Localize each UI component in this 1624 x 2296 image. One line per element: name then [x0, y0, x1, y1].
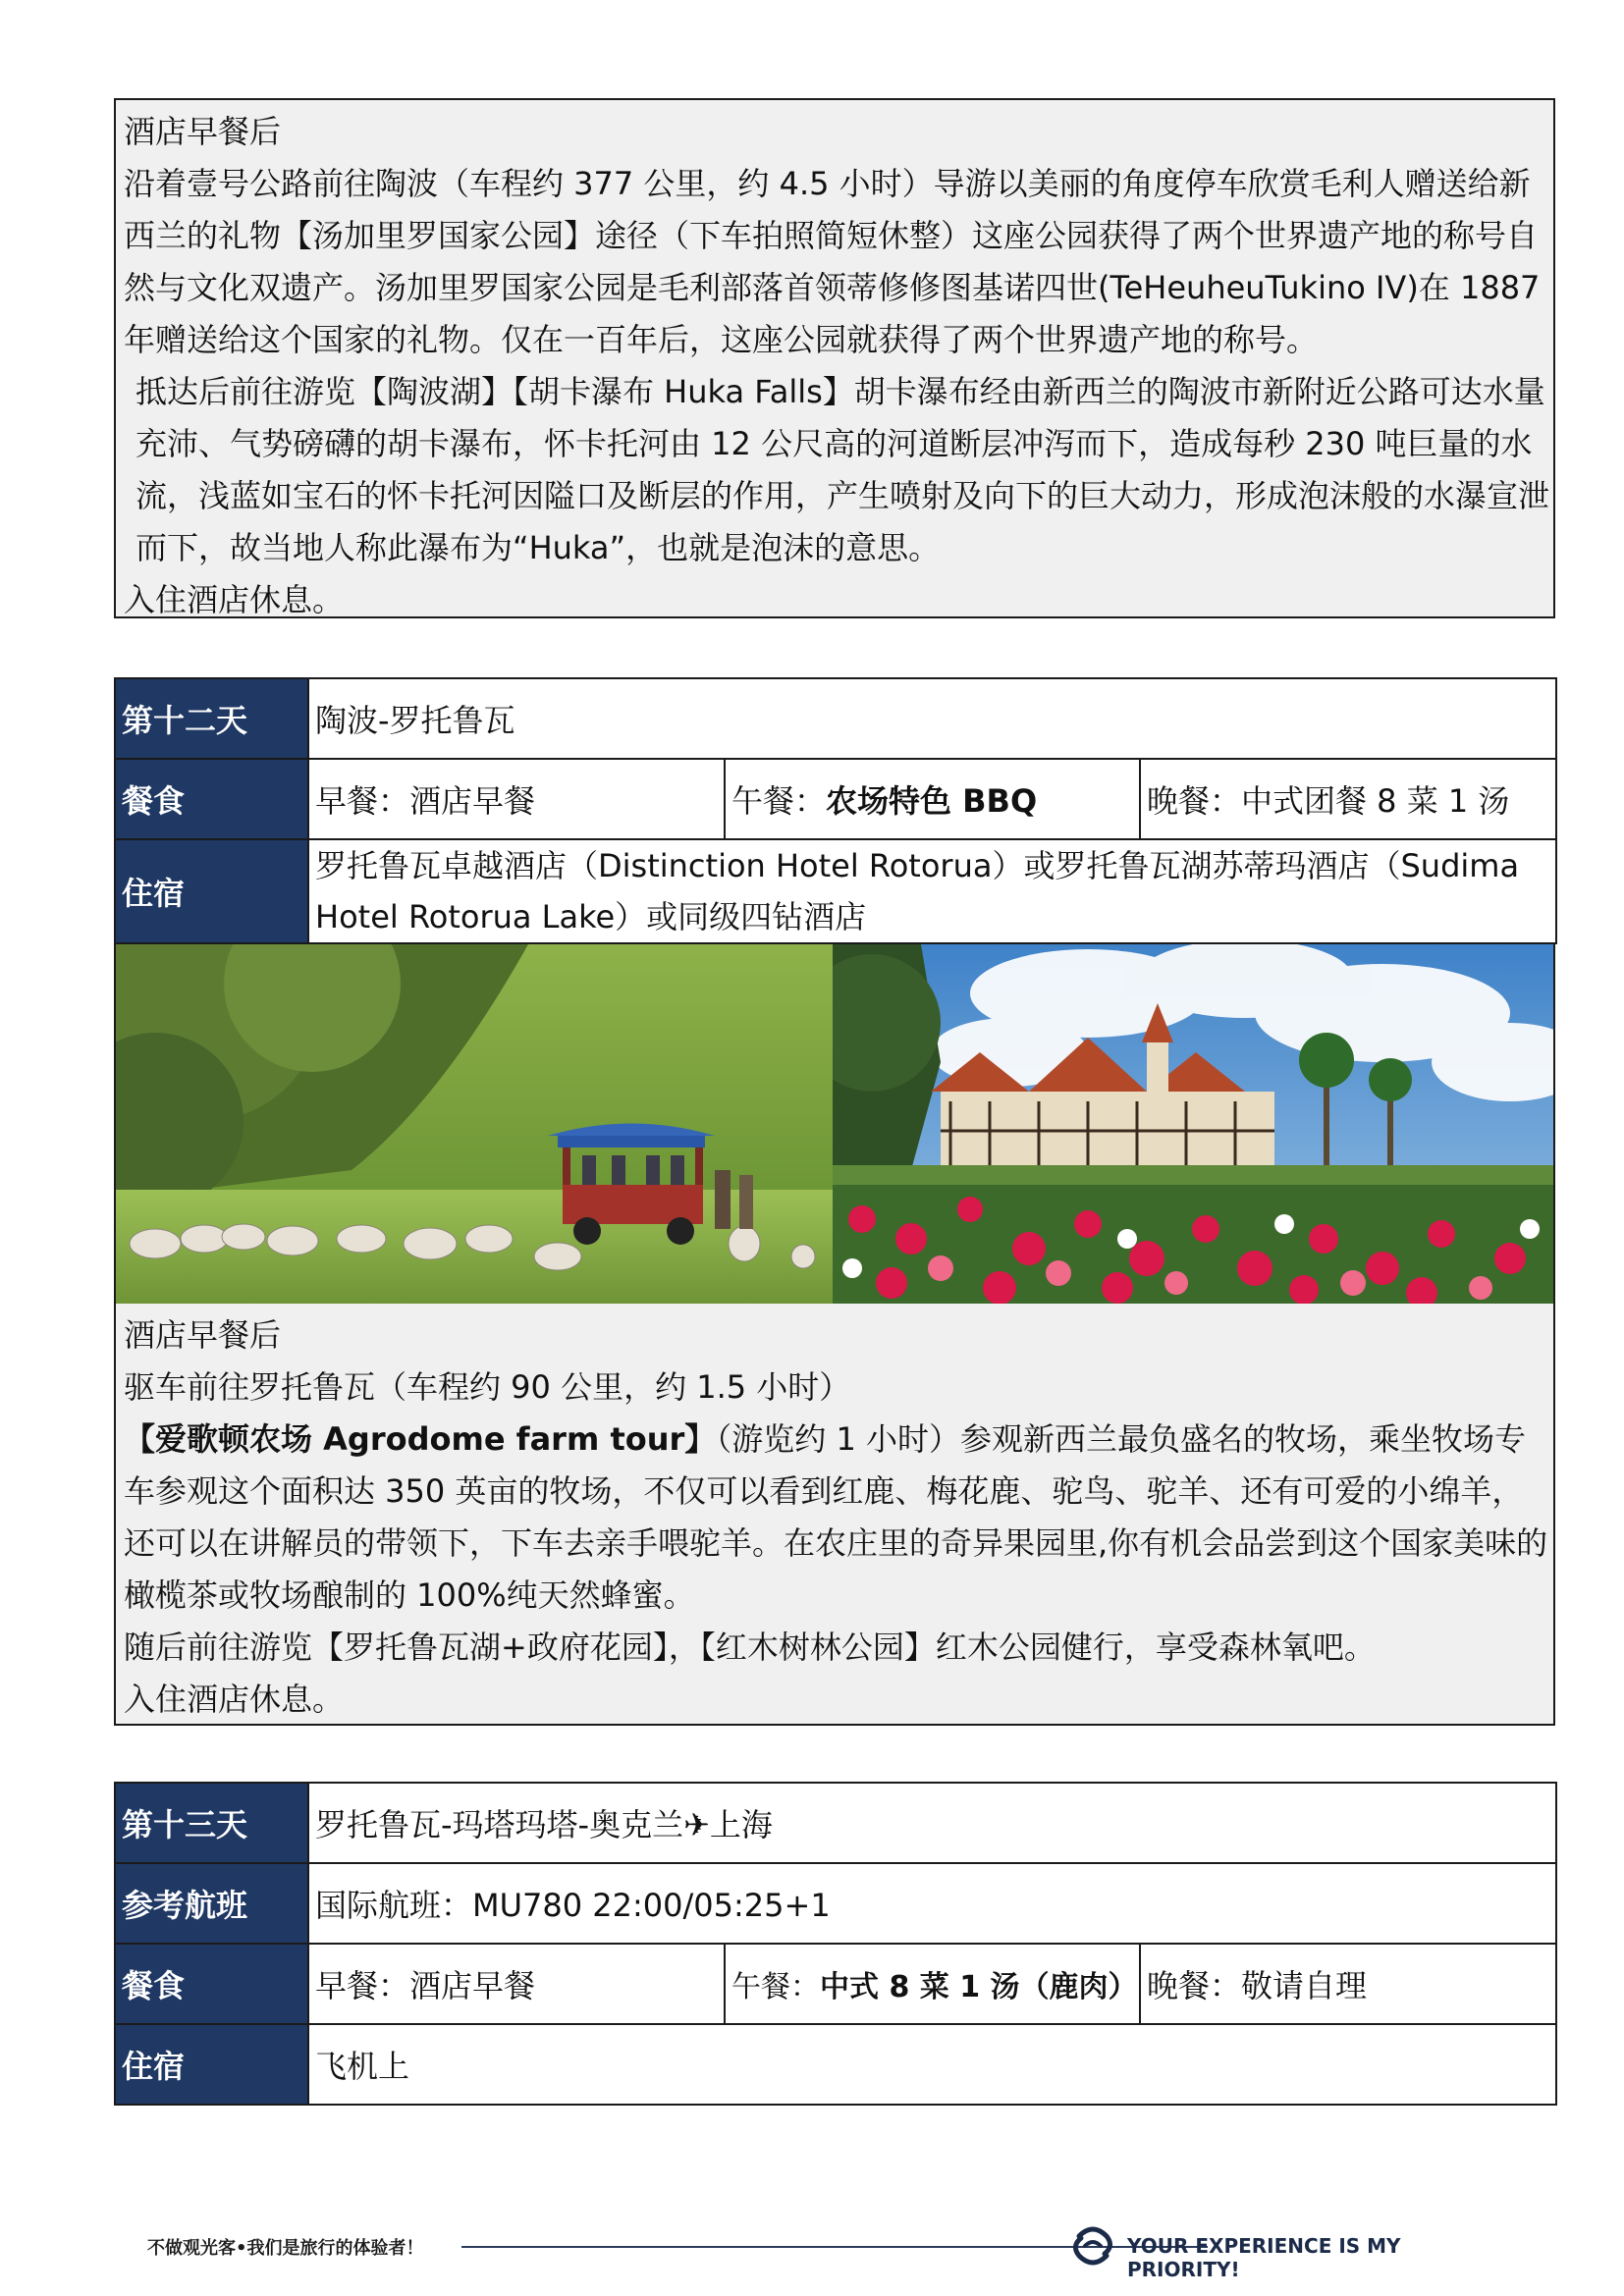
stay-text: 罗托鲁瓦卓越酒店（Distinction Hotel Rotorua）或罗托鲁瓦湖苏蒂玛酒店（Sudima Hotel Rotorua Lake）或同级四钻酒店 [308, 839, 1556, 943]
page-footer [147, 2218, 1492, 2281]
lunch-value: 中式 8 菜 1 汤（鹿肉） [820, 1970, 1138, 2004]
lunch-prefix: 午餐： [731, 1970, 820, 2004]
day13-section [114, 1782, 1555, 2106]
stay-label: 住宿 [115, 2024, 308, 2105]
desc-line: 驱车前往罗托鲁瓦（车程约 90 公里，约 1.5 小时） [124, 1368, 851, 1406]
attraction-text: （游览约 1 小时）参观新西兰最负盛名的牧场，乘坐牧场专车参观这个面积达 350 英亩的牧场，不仅可以看到红鹿、梅花鹿、驼鸟、驼羊、还有可爱的小绵羊，还可以在讲解员的带领下，下车去亲手喂驼羊。在农庄里的奇异果园里,你有机会品尝到这个国家美味的橄榄茶或牧场酿制的 100%纯天然蜂蜜。 [124, 1420, 1548, 1614]
rotorua-museum-garden-photo [833, 944, 1553, 1304]
flight-label: 参考航班 [115, 1863, 308, 1944]
desc-paragraph: 抵达后前往游览【陶波湖】【胡卡瀑布 Huka Falls】胡卡瀑布经由新西兰的陶波市新附近公路可达水量充沛、气势磅礴的胡卡瀑布，怀卡托河由 12 公尺高的河道断层冲泻而下，造成每秒 230 吨巨量的水流，浅蓝如宝石的怀卡托河因隘口及断层的作用，产生喷射及向下的巨大动力，形成泡沫般的水瀑宣泄而下，故当地人称此瀑布为“Huka”，也就是泡沫的意思。 [135, 373, 1550, 566]
meal-label: 餐食 [115, 759, 308, 839]
day12-section [114, 677, 1555, 1726]
flight-text: 国际航班：MU780 22:00/05:25+1 [308, 1863, 1556, 1944]
dinner-text: 晚餐：敬请自理 [1140, 1944, 1556, 2024]
desc-line: 入住酒店休息。 [124, 581, 345, 618]
day-label: 第十三天 [115, 1783, 308, 1863]
desc-line: 酒店早餐后 [124, 113, 282, 150]
photo-strip [114, 944, 1555, 1304]
breakfast-text: 早餐：酒店早餐 [308, 1944, 725, 2024]
day-label: 第十二天 [115, 678, 308, 759]
lunch-value: 农场特色 BBQ [826, 782, 1038, 820]
desc-line: 随后前往游览【罗托鲁瓦湖+政府花园】，【红木树林公园】红木公园健行，享受森林氧吧。 [124, 1629, 1376, 1666]
lunch-cell [725, 759, 1140, 839]
footer-motto: YOUR EXPERIENCE IS MY PRIORITY! [1127, 2234, 1401, 2281]
breakfast-text: 早餐：酒店早餐 [308, 759, 725, 839]
footer-slogan: 不做观光客•我们是旅行的体验者！ [147, 2238, 424, 2259]
brand-logo-icon [1065, 2218, 1120, 2277]
dinner-text: 晚餐：中式团餐 8 菜 1 汤 [1140, 759, 1556, 839]
desc-line: 酒店早餐后 [124, 1316, 282, 1354]
desc-paragraph [124, 1414, 1549, 1622]
route-text: 陶波-罗托鲁瓦 [308, 678, 1556, 759]
stay-label: 住宿 [115, 839, 308, 943]
day13-table [114, 1782, 1557, 2106]
route-text: 罗托鲁瓦-玛塔玛塔-奥克兰✈上海 [308, 1783, 1556, 1863]
desc-line: 入住酒店休息。 [124, 1681, 345, 1718]
lunch-cell [725, 1944, 1140, 2024]
meal-label: 餐食 [115, 1944, 308, 2024]
farm-sheep-photo [116, 944, 833, 1304]
stay-text: 飞机上 [308, 2024, 1556, 2105]
day12-table [114, 677, 1557, 944]
attraction-highlight: 【爱歌顿农场 Agrodome farm tour】 [124, 1420, 717, 1458]
day11-description-box [114, 98, 1555, 618]
desc-paragraph: 沿着壹号公路前往陶波（车程约 377 公里，约 4.5 小时）导游以美丽的角度停车欣赏毛利人赠送给新西兰的礼物【汤加里罗国家公园】途径（下车拍照简短休整）这座公园获得了两个世界遗产地的称号自然与文化双遗产。汤加里罗国家公园是毛利部落首领蒂修修图基诺四世(TeHeuheuTukino IV)在 1887 年赠送给这个国家的礼物。仅在一百年后，这座公园就获得了两个世界遗产地的称号。 [124, 165, 1541, 358]
lunch-prefix: 午餐： [731, 782, 827, 820]
day12-description-box [114, 1304, 1555, 1726]
